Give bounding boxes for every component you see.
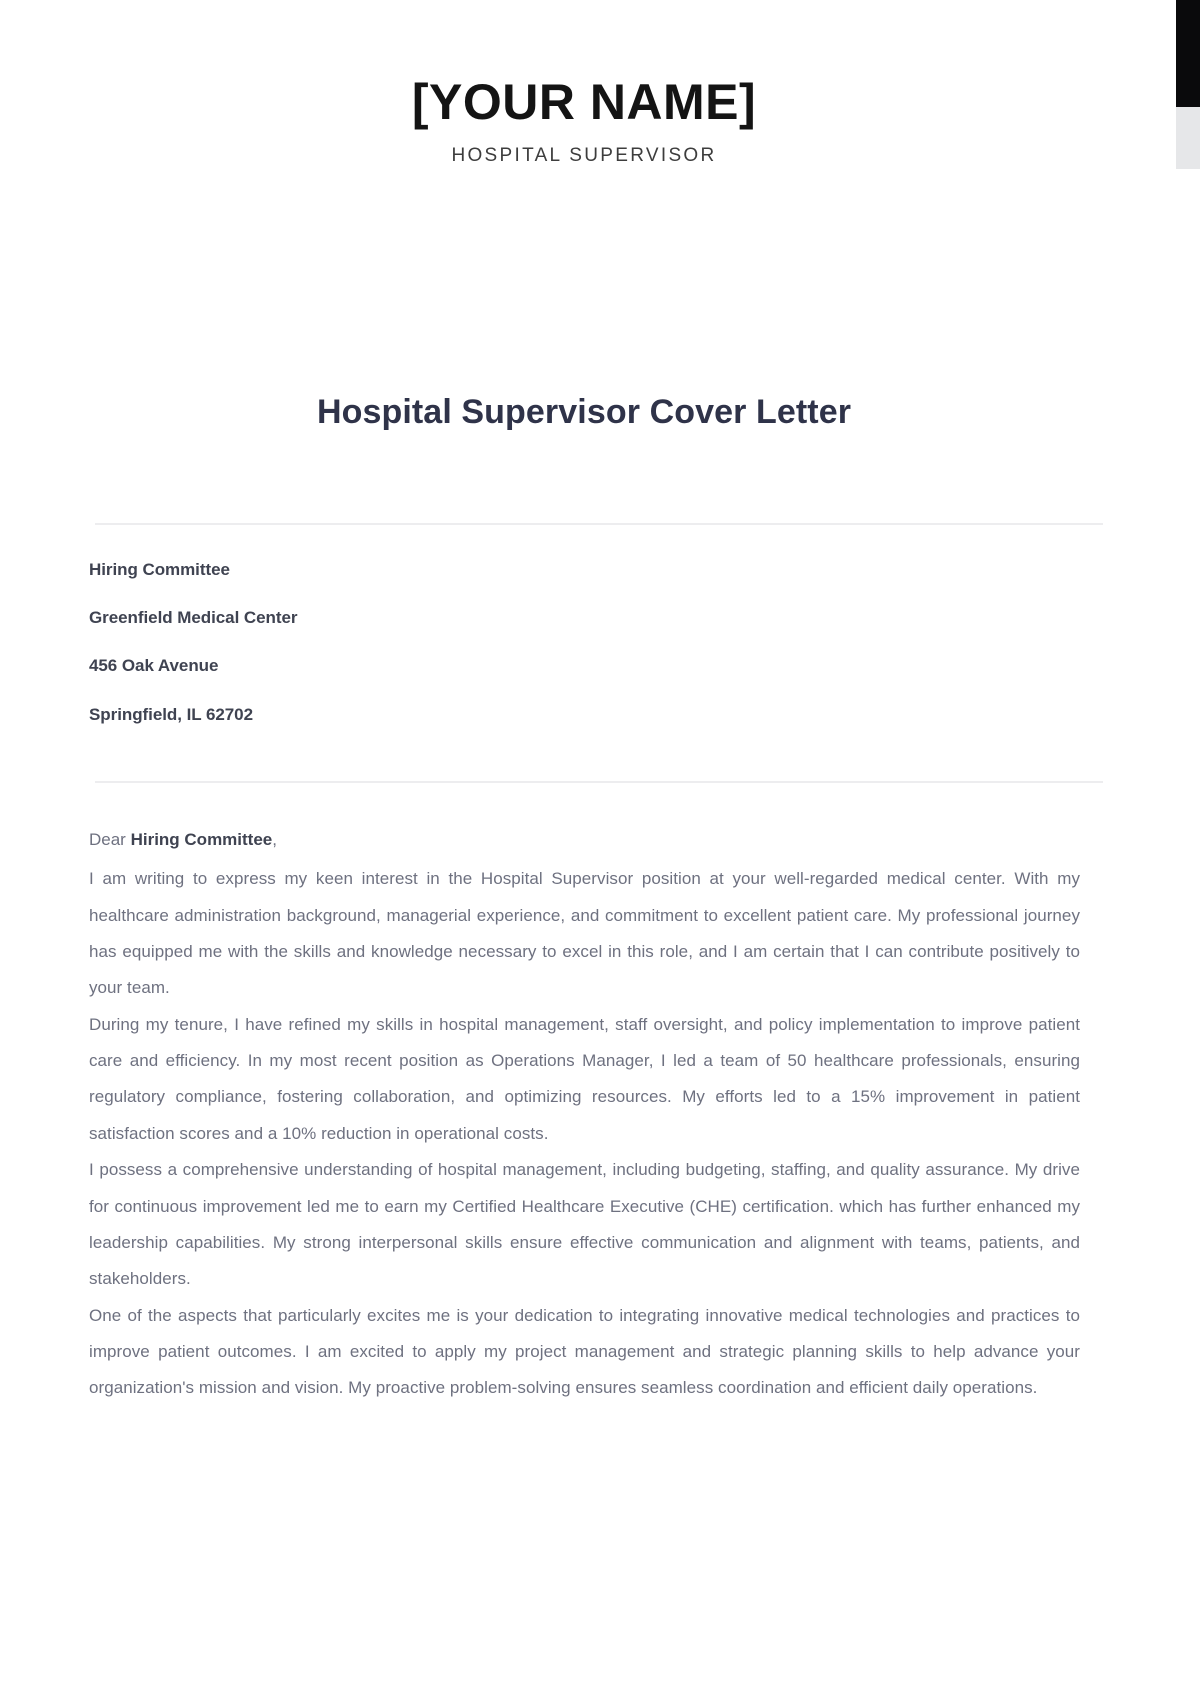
letter-body [89, 783, 1080, 1407]
recipient-line-name: Hiring Committee [89, 559, 230, 579]
recipient-address-block [89, 525, 1103, 725]
recipient-line-city-state-zip: Springfield, IL 62702 [89, 704, 253, 724]
salutation-prefix: Dear [89, 829, 131, 849]
page-title: Hospital Supervisor Cover Letter [316, 392, 852, 431]
body-paragraph-3: I possess a comprehensive understanding of hospital management, including budgeting, staffing, and quality assurance. My drive for continuous improvement led me to earn my Certified Healthcare Executive (CHE) certification. which has further enhanced my leadership capabilities. My strong interpersonal skills ensure effective communication and alignment with teams, patients, and stakeholders. [89, 1160, 1080, 1289]
scrollbar-track[interactable] [1176, 107, 1200, 169]
letterhead [0, 0, 1168, 168]
scrollbar-thumb[interactable] [1176, 0, 1200, 107]
salutation-recipient-name: Hiring Committee [130, 829, 273, 849]
applicant-role: HOSPITAL SUPERVISOR [451, 145, 717, 166]
salutation [89, 827, 1080, 853]
body-paragraph-2: During my tenure, I have refined my skills in hospital management, staff oversight, and policy implementation to improve patient care and efficiency. In my most recent position as Operations Manager, I led a team of 50 healthcare professionals, ensuring regulatory compliance, fostering collaboration, and optimizing resources. My efforts led to a 15% improvement in patient satisfaction scores and a 10% reduction in operational costs. [89, 1014, 1080, 1143]
applicant-name: [YOUR NAME] [411, 74, 757, 130]
recipient-line-street: 456 Oak Avenue [89, 656, 219, 676]
vertical-scrollbar[interactable] [1168, 0, 1200, 1700]
document-heading-wrap [0, 368, 1168, 456]
body-paragraph-1: I am writing to express my keen interest in the Hospital Supervisor position at your well-regarded medical center. With my healthcare administration background, managerial experience, and commitment to excellent patient care. My professional journey has equipped me with the skills and knowledge necessary to excel in this role, and I am certain that I can contribute positively to your team. [89, 869, 1080, 998]
salutation-suffix: , [272, 829, 277, 849]
body-paragraph-4: One of the aspects that particularly excites me is your dedication to integrating innovative medical technologies and practices to improve patient outcomes. I am excited to apply my project management and strategic planning skills to help advance your organization's mission and vision. My proactive problem-solving ensures seamless coordination and efficient daily operations. [89, 1305, 1080, 1398]
recipient-line-organization: Greenfield Medical Center [89, 608, 298, 628]
